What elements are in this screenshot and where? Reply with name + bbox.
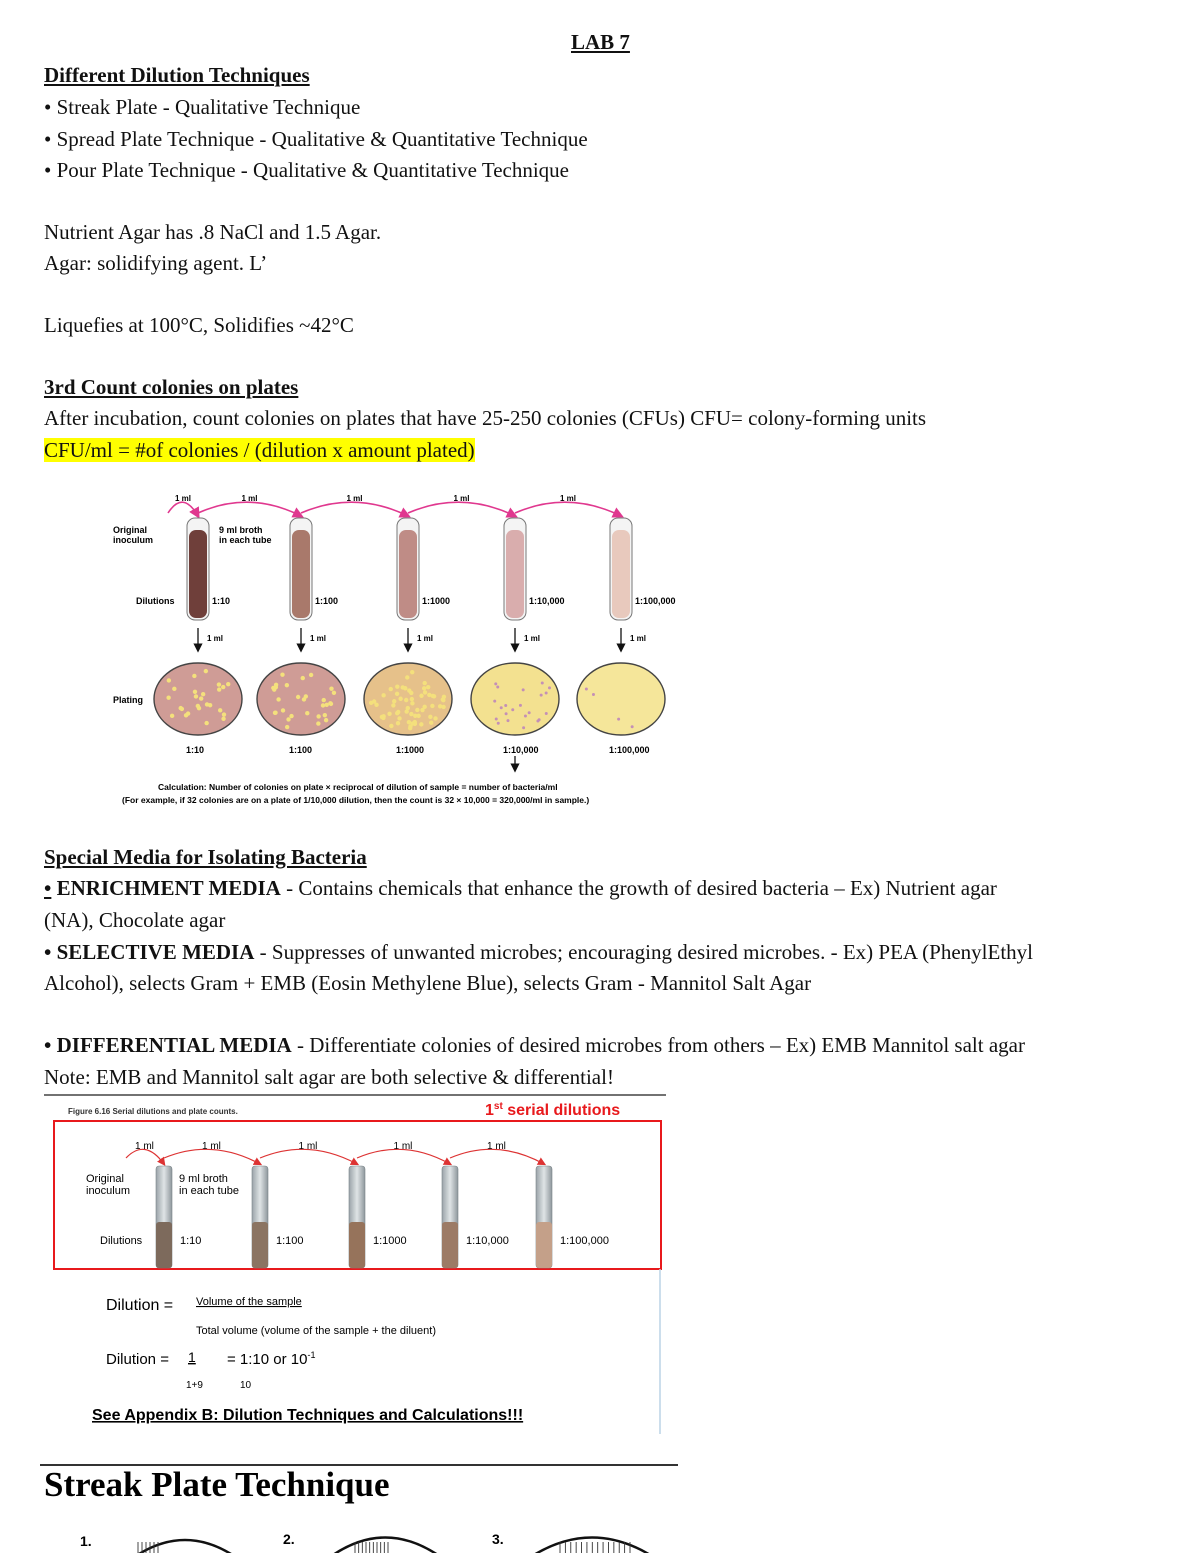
fig1-colony bbox=[286, 717, 290, 721]
fig2-arrow-label: 1 ml bbox=[487, 1141, 506, 1152]
fig1-colony bbox=[500, 706, 503, 709]
fig1-transfer-arrow bbox=[198, 502, 301, 516]
fig1-colony bbox=[197, 706, 201, 710]
fig1-calc-line2: (For example, if 32 colonies are on a plate of 1/10,000 dilution, then the count is 32 × 10,000 = 320,000/ml in sample.) bbox=[122, 795, 590, 805]
fig2-tube-liquid bbox=[252, 1222, 268, 1268]
fig1-plate-dilution: 1:100 bbox=[289, 745, 313, 755]
fig2-tube-dilution: 1:100 bbox=[276, 1235, 304, 1247]
dilution-heading: Different Dilution Techniques bbox=[44, 63, 310, 87]
fig1-colony bbox=[302, 697, 306, 701]
fig1-colony bbox=[285, 725, 289, 729]
fig1-arrow-label: 1 ml bbox=[346, 494, 363, 503]
fig1-colony bbox=[316, 721, 320, 725]
fig1-colony bbox=[404, 698, 408, 702]
streak-step-2: 2. bbox=[283, 1531, 295, 1547]
fig1-colony bbox=[221, 717, 225, 721]
fig1-colony bbox=[218, 708, 222, 712]
fig1-colony bbox=[506, 719, 509, 722]
fig1-transfer-arrow bbox=[515, 502, 621, 516]
fig1-colony bbox=[511, 708, 514, 711]
fig1-colony bbox=[528, 711, 531, 714]
fig2-dilutions-label: Dilutions bbox=[100, 1235, 143, 1247]
fig2-badge: 1st serial dilutions bbox=[485, 1101, 621, 1119]
fig1-colony bbox=[522, 688, 525, 691]
fig2-tube-liquid bbox=[536, 1222, 552, 1268]
fig1-transfer-arrow bbox=[301, 502, 408, 516]
fig1-colony bbox=[167, 678, 171, 682]
fig1-colony bbox=[226, 682, 230, 686]
fig1-colony bbox=[433, 716, 437, 720]
enrichment-bullet: • bbox=[44, 876, 52, 900]
fig2-den1: 1+9 bbox=[186, 1380, 203, 1391]
fig1-colony bbox=[494, 682, 497, 685]
streak-plate-2 bbox=[326, 1538, 445, 1553]
fig1-tube-dilution: 1:10 bbox=[212, 596, 231, 606]
selective-line bbox=[44, 937, 1033, 968]
fig1-broth-label-2: in each tube bbox=[219, 535, 272, 545]
fig1-colony bbox=[505, 712, 508, 715]
fig2-tube-liquid bbox=[156, 1222, 172, 1268]
fig1-plate bbox=[577, 663, 665, 735]
fig1-colony bbox=[170, 714, 174, 718]
serial-dilution-plating-figure bbox=[108, 488, 688, 810]
fig1-colony bbox=[410, 697, 414, 701]
fig1-colony bbox=[405, 675, 409, 679]
fig1-tube-liquid bbox=[399, 530, 417, 618]
fig1-colony bbox=[321, 703, 325, 707]
fig1-colony bbox=[305, 711, 309, 715]
count-formula bbox=[44, 435, 475, 466]
fig1-colony bbox=[430, 704, 434, 708]
fig1-colony bbox=[201, 692, 205, 696]
selective-line2: Alcohol), selects Gram + EMB (Eosin Methylene Blue), selects Gram - Mannitol Salt Agar bbox=[44, 971, 812, 995]
fig1-colony bbox=[409, 691, 413, 695]
fig2-broth-label-2: in each tube bbox=[179, 1185, 239, 1197]
fig1-colony bbox=[422, 686, 426, 690]
fig1-arrow-label: 1 ml bbox=[560, 494, 577, 503]
fig1-colony bbox=[273, 711, 277, 715]
fig1-colony bbox=[438, 704, 442, 708]
fig2-example-prefix: Dilution = bbox=[106, 1351, 169, 1368]
fig1-colony bbox=[289, 714, 293, 718]
fig1-colony bbox=[419, 694, 423, 698]
fig1-colony bbox=[391, 703, 395, 707]
fig1-colony bbox=[415, 708, 419, 712]
fig1-colony bbox=[205, 702, 209, 706]
fig1-colony bbox=[413, 714, 417, 718]
fig2-arrow-label: 1 ml bbox=[135, 1141, 154, 1152]
fig1-colony bbox=[193, 690, 197, 694]
enrichment-text: - Contains chemicals that enhance the growth of desired bacteria – Ex) Nutrient agar bbox=[280, 876, 997, 900]
fig1-tube-liquid bbox=[292, 530, 310, 618]
fig1-tube-dilution: 1:100,000 bbox=[635, 596, 676, 606]
fig1-arrow-label: 1 ml bbox=[241, 494, 258, 503]
fig1-colony bbox=[397, 716, 401, 720]
fig2-denominator: Total volume (volume of the sample + the diluent) bbox=[196, 1325, 436, 1337]
fig2-numerator: Volume of the sample bbox=[196, 1296, 302, 1308]
fig1-plate-dilution: 1:10 bbox=[186, 745, 205, 755]
fig1-colony bbox=[322, 698, 326, 702]
fig1-colony bbox=[407, 720, 411, 724]
special-media-heading: Special Media for Isolating Bacteria bbox=[44, 845, 367, 869]
fig1-colony bbox=[204, 721, 208, 725]
fig1-original-label-2: inoculum bbox=[113, 535, 153, 545]
streak-heading: Streak Plate Technique bbox=[44, 1465, 390, 1504]
bullet-spread: • Spread Plate Technique - Qualitative & Quantitative Technique bbox=[44, 127, 588, 151]
agar-line2: Agar: solidifying agent. L’ bbox=[44, 251, 268, 275]
streak-plate-1 bbox=[130, 1540, 240, 1553]
fig1-colony bbox=[280, 672, 284, 676]
fig1-colony bbox=[285, 683, 289, 687]
fig2-formula-label: Dilution = bbox=[106, 1297, 174, 1314]
fig1-colony bbox=[166, 696, 170, 700]
fig1-colony bbox=[192, 674, 196, 678]
fig1-plate bbox=[471, 663, 559, 735]
lab-title: LAB 7 bbox=[571, 30, 630, 54]
fig1-colony bbox=[410, 670, 414, 674]
fig1-colony bbox=[403, 686, 407, 690]
fig1-colony bbox=[398, 697, 402, 701]
fig1-tube-dilution: 1:10,000 bbox=[529, 596, 565, 606]
fig1-colony bbox=[519, 704, 522, 707]
fig1-colony bbox=[324, 718, 328, 722]
fig1-tube-dilution: 1:100 bbox=[315, 596, 339, 606]
fig1-arrow-label: 1 ml bbox=[175, 494, 192, 503]
fig1-colony bbox=[495, 718, 498, 721]
fig1-plate-dilution: 1:1000 bbox=[396, 745, 425, 755]
fig1-colony bbox=[541, 681, 544, 684]
fig1-colony bbox=[395, 711, 399, 715]
fig2-tube-dilution: 1:100,000 bbox=[560, 1235, 609, 1247]
fig1-plate-dilution: 1:100,000 bbox=[609, 745, 650, 755]
fig2-broth-label-1: 9 ml broth bbox=[179, 1173, 228, 1185]
selective-label: • SELECTIVE MEDIA bbox=[44, 940, 255, 964]
serial-dilutions-slide bbox=[44, 1094, 666, 1438]
fig1-tube-liquid bbox=[612, 530, 630, 618]
fig1-colony bbox=[199, 696, 203, 700]
fig1-tube-dilution: 1:1000 bbox=[422, 596, 451, 606]
fig1-colony bbox=[524, 714, 527, 717]
fig1-colony bbox=[497, 722, 500, 725]
fig1-colony bbox=[423, 681, 427, 685]
fig1-colony bbox=[504, 704, 507, 707]
fig1-colony bbox=[324, 703, 328, 707]
count-heading: 3rd Count colonies on plates bbox=[44, 375, 299, 399]
fig1-colony bbox=[301, 676, 305, 680]
fig1-colony bbox=[281, 708, 285, 712]
enrichment-label: ENRICHMENT MEDIA bbox=[51, 876, 281, 900]
fig1-plate-arrow-label: 1 ml bbox=[417, 634, 434, 643]
fig1-colony bbox=[413, 722, 417, 726]
count-body: After incubation, count colonies on plates that have 25-250 colonies (CFUs) CFU= colony-forming units bbox=[44, 406, 927, 430]
fig1-colony bbox=[493, 700, 496, 703]
fig1-colony bbox=[406, 706, 410, 710]
fig1-colony bbox=[631, 725, 634, 728]
fig1-colony bbox=[323, 713, 327, 717]
fig2-tube-liquid bbox=[349, 1222, 365, 1268]
fig2-tube-liquid bbox=[442, 1222, 458, 1268]
fig1-dilutions-label: Dilutions bbox=[136, 596, 175, 606]
fig2-caption: Figure 6.16 Serial dilutions and plate counts. bbox=[68, 1107, 238, 1116]
fig1-colony bbox=[545, 691, 548, 694]
fig2-original-label-1: Original bbox=[86, 1173, 124, 1185]
streak-step-3: 3. bbox=[492, 1531, 504, 1547]
streak-step-1: 1. bbox=[80, 1533, 92, 1549]
fig1-calc-line1: Calculation: Number of colonies on plate × reciprocal of dilution of sample = number of bacteria/ml bbox=[158, 782, 558, 792]
fig1-colony bbox=[309, 673, 313, 677]
fig2-tube-dilution: 1:10,000 bbox=[466, 1235, 509, 1247]
fig1-colony bbox=[387, 712, 391, 716]
fig2-tube-dilution: 1:1000 bbox=[373, 1235, 407, 1247]
fig1-colony bbox=[427, 693, 431, 697]
liquefies-line: Liquefies at 100°C, Solidifies ~42°C bbox=[44, 313, 354, 337]
fig1-plating-label: Plating bbox=[113, 695, 144, 705]
fig1-colony bbox=[369, 701, 373, 705]
fig1-colony bbox=[395, 684, 399, 688]
fig2-arrow-label: 1 ml bbox=[393, 1141, 413, 1152]
enrichment-line bbox=[44, 873, 997, 904]
fig2-example-result: = 1:10 or $10^{-1}$ bbox=[227, 1350, 316, 1368]
agar-line1: Nutrient Agar has .8 NaCl and 1.5 Agar. bbox=[44, 220, 382, 244]
fig1-colony bbox=[429, 721, 433, 725]
fig1-colony bbox=[217, 687, 221, 691]
fig1-plate-arrow-label: 1 ml bbox=[207, 634, 224, 643]
fig1-colony bbox=[410, 701, 414, 705]
fig1-colony bbox=[536, 720, 539, 723]
fig1-colony bbox=[389, 687, 393, 691]
fig1-colony bbox=[396, 721, 400, 725]
fig1-colony bbox=[329, 686, 333, 690]
fig1-original-label-1: Original bbox=[113, 525, 148, 535]
selective-text: - Suppresses of unwanted microbes; encouraging desired microbes. - Ex) PEA (PhenylEthyl bbox=[254, 940, 1033, 964]
fig1-colony bbox=[221, 685, 225, 689]
fig1-colony bbox=[217, 682, 221, 686]
fig1-colony bbox=[496, 686, 499, 689]
fig1-transfer-arrow bbox=[168, 502, 198, 516]
differential-text: - Differentiate colonies of desired microbes from others – Ex) EMB Mannitol salt agar bbox=[291, 1033, 1025, 1057]
fig1-colony bbox=[395, 692, 399, 696]
fig1-colony bbox=[172, 687, 176, 691]
fig2-tube-dilution: 1:10 bbox=[180, 1235, 202, 1247]
fig1-plate-arrow-label: 1 ml bbox=[524, 634, 541, 643]
fig1-tube-liquid bbox=[506, 530, 524, 618]
fig1-colony bbox=[272, 687, 276, 691]
fig1-colony bbox=[180, 707, 184, 711]
enrichment-line2: (NA), Chocolate agar bbox=[44, 908, 226, 932]
fig1-transfer-arrow bbox=[408, 502, 515, 516]
fig1-colony bbox=[585, 688, 588, 691]
fig2-example-one: 1 bbox=[188, 1349, 196, 1365]
fig1-colony bbox=[222, 712, 226, 716]
differential-line bbox=[44, 1030, 1025, 1061]
fig1-colony bbox=[389, 724, 393, 728]
fig1-colony bbox=[296, 695, 300, 699]
fig1-colony bbox=[332, 691, 336, 695]
fig1-colony bbox=[548, 686, 551, 689]
fig1-colony bbox=[409, 712, 413, 716]
bullet-streak: • Streak Plate - Qualitative Technique bbox=[44, 95, 361, 119]
fig2-appendix: See Appendix B: Dilution Techniques and Calculations!!! bbox=[92, 1407, 524, 1424]
fig1-arrow-label: 1 ml bbox=[453, 494, 470, 503]
fig1-colony bbox=[428, 715, 432, 719]
fig1-colony bbox=[617, 718, 620, 721]
fig1-colony bbox=[422, 705, 426, 709]
fig1-colony bbox=[392, 699, 396, 703]
fig1-colony bbox=[545, 712, 548, 715]
fig1-colony bbox=[408, 726, 412, 730]
fig1-colony bbox=[381, 693, 385, 697]
fig1-tube-liquid bbox=[189, 530, 207, 618]
fig1-colony bbox=[423, 690, 427, 694]
fig1-plate bbox=[257, 663, 345, 735]
fig1-colony bbox=[522, 726, 525, 729]
fig1-colony bbox=[380, 715, 384, 719]
fig1-broth-label-1: 9 ml broth bbox=[219, 525, 263, 535]
fig1-colony bbox=[204, 669, 208, 673]
fig1-colony bbox=[441, 698, 445, 702]
fig2-den2: 10 bbox=[240, 1380, 252, 1391]
note-line: Note: EMB and Mannitol salt agar are both selective & differential! bbox=[44, 1065, 614, 1089]
fig2-arrow-label: 1 ml bbox=[202, 1141, 221, 1152]
fig1-plate-dilution: 1:10,000 bbox=[503, 745, 539, 755]
fig1-colony bbox=[540, 694, 543, 697]
fig1-plate-arrow-label: 1 ml bbox=[310, 634, 327, 643]
fig1-plate-arrow-label: 1 ml bbox=[630, 634, 647, 643]
fig1-colony bbox=[426, 685, 430, 689]
bullet-pour: • Pour Plate Technique - Qualitative & Quantitative Technique bbox=[44, 158, 569, 182]
fig1-colony bbox=[194, 694, 198, 698]
fig2-arrow-label: 1 ml bbox=[298, 1141, 318, 1152]
streak-plate-figure bbox=[40, 1460, 690, 1553]
fig1-colony bbox=[276, 697, 280, 701]
formula-highlight: CFU/ml = #of colonies / (dilution x amount plated) bbox=[44, 438, 475, 462]
fig1-colony bbox=[184, 713, 188, 717]
fig1-colony bbox=[419, 722, 423, 726]
fig1-colony bbox=[316, 714, 320, 718]
differential-label: • DIFFERENTIAL MEDIA bbox=[44, 1033, 292, 1057]
fig1-colony bbox=[592, 693, 595, 696]
fig2-original-label-2: inoculum bbox=[86, 1185, 131, 1197]
